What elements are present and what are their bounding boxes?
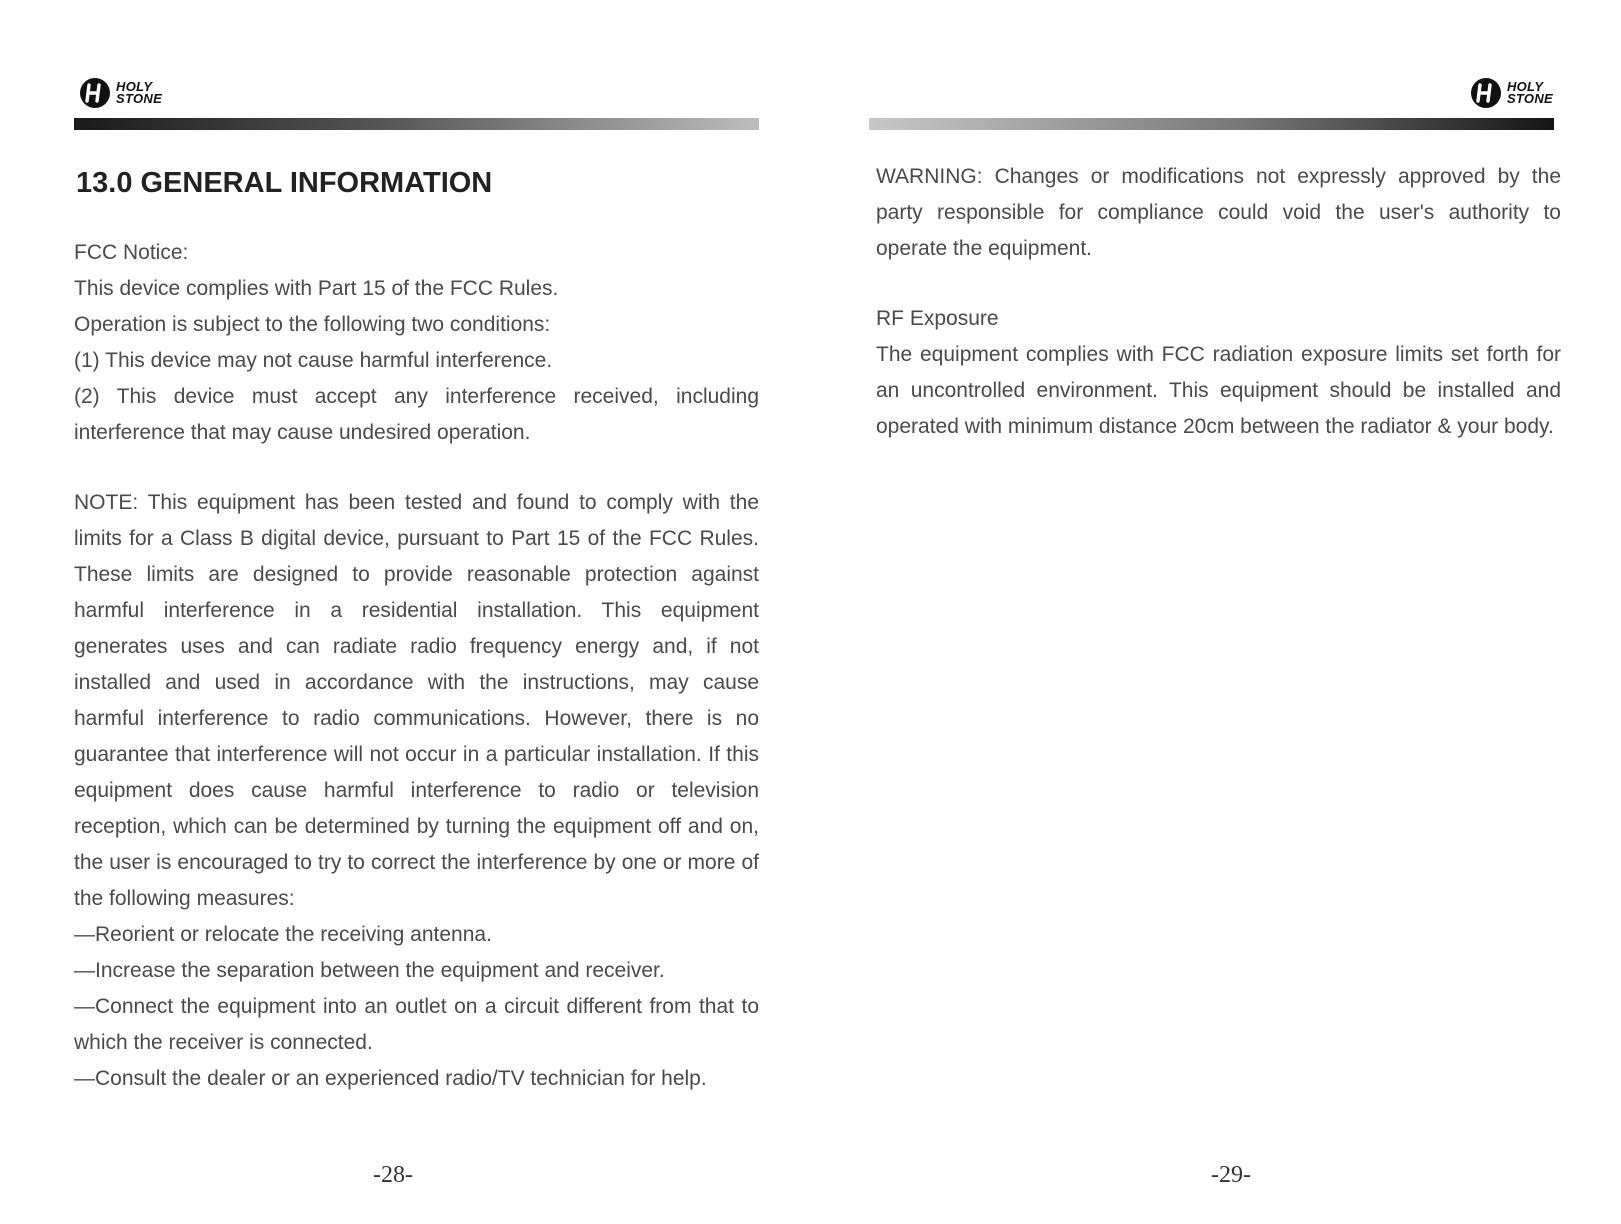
header-rule	[74, 118, 759, 130]
brand-line-1: HOLY	[1506, 79, 1544, 94]
left-page	[0, 0, 810, 1224]
section-heading: 13.0 GENERAL INFORMATION	[76, 167, 493, 199]
page-number-left: -28-	[373, 1162, 413, 1188]
brand-logo	[1469, 76, 1553, 110]
brand-line-2: STONE	[116, 91, 163, 106]
page-number-right: -29-	[1211, 1162, 1251, 1188]
measure-1: —Reorient or relocate the receiving antenna.	[74, 923, 492, 946]
holy-stone-logo-icon	[78, 76, 112, 110]
brand-name	[116, 81, 162, 105]
fcc-condition-2: (2) This device must accept any interference received, including interference that may cause undesired operation.	[74, 385, 759, 444]
brand-line-2: STONE	[1506, 91, 1553, 106]
right-page	[810, 0, 1621, 1224]
note-paragraph: NOTE: This equipment has been tested and found to comply with the limits for a Class B digital device, pursuant to Part 15 of the FCC Rules. These limits are designed to provide reasonable protection against harmful interference in a residential installation. This equipment generates uses and can radiate radio frequency energy and, if not installed and used in accordance with the instructions, may cause harmful interference to radio communications. However, there is no guarantee that interference will not occur in a particular installation. If this equipment does cause harmful interference to radio or television reception, which can be determined by turning the equipment off and on, the user is encouraged to try to correct the interference by one or more of the following measures:	[74, 491, 759, 910]
fcc-line-1: This device complies with Part 15 of the FCC Rules.	[74, 277, 559, 300]
brand-logo	[78, 76, 162, 110]
right-content	[876, 159, 1561, 445]
brand-name	[1507, 81, 1553, 105]
measure-4: —Consult the dealer or an experienced radio/TV technician for help.	[74, 1067, 707, 1090]
left-content	[74, 163, 759, 1097]
fcc-condition-1: (1) This device may not cause harmful interference.	[74, 349, 553, 372]
rf-exposure-title: RF Exposure	[876, 307, 999, 330]
fcc-line-2: Operation is subject to the following two conditions:	[74, 313, 551, 336]
measure-2: —Increase the separation between the equipment and receiver.	[74, 959, 665, 982]
measure-3: —Connect the equipment into an outlet on a circuit different from that to which the receiver is connected.	[74, 995, 759, 1054]
header-rule	[869, 118, 1554, 130]
holy-stone-logo-icon	[1469, 76, 1503, 110]
rf-exposure-text: The equipment complies with FCC radiation exposure limits set forth for an uncontrolled environment. This equipment should be installed and operated with minimum distance 20cm between the radiator & your body.	[876, 343, 1561, 438]
warning-paragraph: WARNING: Changes or modifications not expressly approved by the party responsible for compliance could void the user's authority to operate the equipment.	[876, 165, 1561, 260]
fcc-notice-title: FCC Notice:	[74, 241, 189, 264]
brand-line-1: HOLY	[116, 79, 153, 94]
